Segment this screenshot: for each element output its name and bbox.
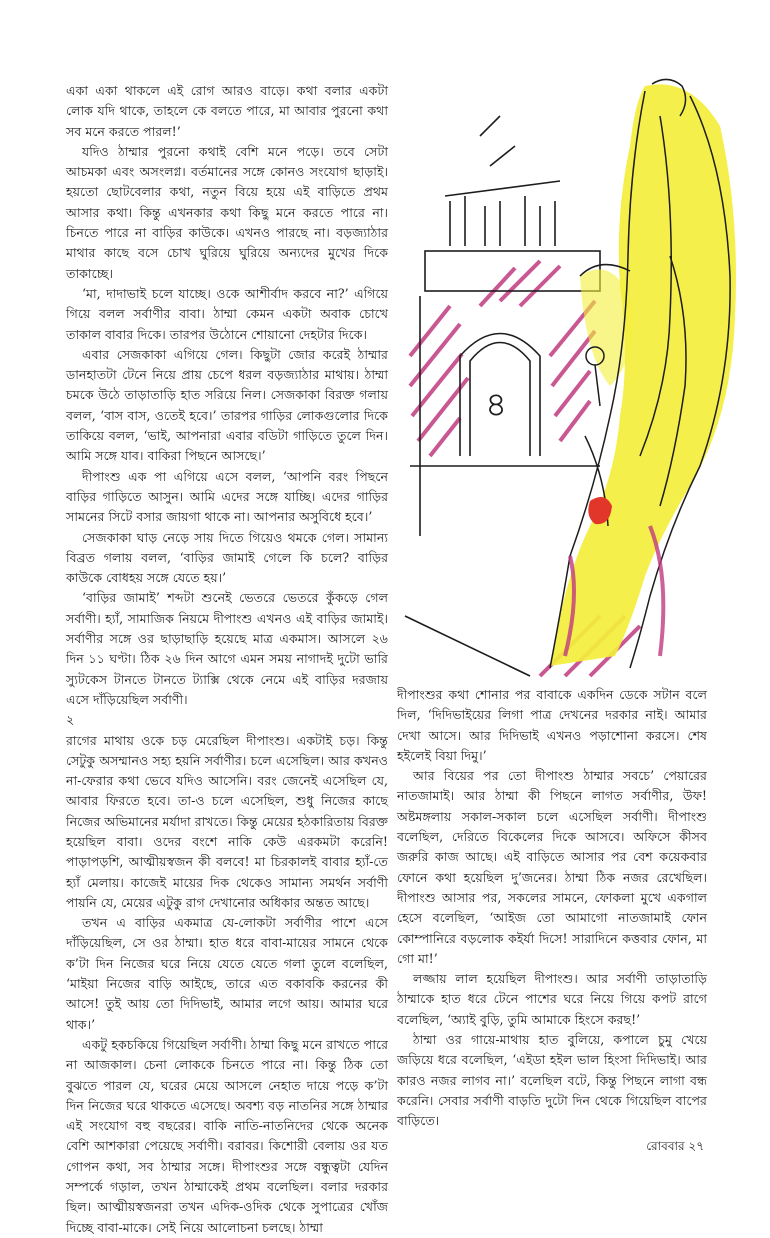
right-text-column [397, 685, 707, 1132]
saree-fill [550, 84, 736, 666]
paragraph: ‘মা, দাদাভাই চলে যাচ্ছে। ওকে আশীর্বাদ করবে না?’ এগিয়ে গিয়ে বলল সর্বাণীর বাবা। ঠাম্মা কেমন একটা অবাক চোখে তাকাল বাবার দিকে। তারপর উঠোনে শোয়ানো দেহটার দিকে। [66, 285, 388, 342]
paragraph: এবার সেজকাকা এগিয়ে গেল। কিছুটা জোর করেই ঠাম্মার ডানহাতটা টেনে নিয়ে প্রায় চেপে ধরল বড়জ্যাঠার মাথায়। ঠাম্মা চমকে উঠে তাড়াতাড়ি হাত সরিয়ে নিল। সেজকাকা বিরক্ত গলায় বলল, ‘বাস বাস, ওতেই হবে।’ তারপর গাড়ির লোকগুলোর দিকে তাকিয়ে বলল, ‘ভাই, আপনারা এবার বডিটা গাড়িতে তুলে দিন। আমি সঙ্গে যাব। বাকিরা পিছনে আসছে।’ [66, 346, 388, 464]
paragraph: দীপাংশুর কথা শোনার পর বাবাকে একদিন ডেকে সটান বলে দিল, ‘দিদিভাইয়ের লিগা পাত্র দেখনের দরকার নাই। আমার দেখা আসে। আর দিদিভাই এখনও পড়াশোনা করসে। শেষ হইলেই বিয়া দিমু।’ [397, 687, 707, 763]
paragraph: যদিও ঠাম্মার পুরনো কথাই বেশি মনে পড়ে। তবে সেটা আচমকা এবং অসংলগ্ন। বর্তমানের সঙ্গে কোনও সংযোগ ছাড়াই। হয়তো ছোটবেলার কথা, নতুন বিয়ে হয়ে এই বাড়িতে প্রথম আসার কথা। কিন্তু এখনকার কথা কিছু মনে করতে পারে না। চিনতে পারে না বাড়ির কাউকে। এখনও পারছে না। বড়জ্যাঠার মাথার কাছে বসে চোখ ঘুরিয়ে ঘুরিয়ে অন্যদের মুখের দিকে তাকাচ্ছে। [66, 143, 388, 281]
paragraph: ঠাম্মা ওর গায়ে-মাথায় হাত বুলিয়ে, কপালে চুমু খেয়ে জড়িয়ে ধরে বলেছিল, ‘এইডা হইল ভাল হিংসা দিদিভাই। আর কারও নজর লাগব না।’ বলেছিল বটে, কিন্তু পিছনে লাগা বন্ধ করেনি। সেবার সর্বাণী বাড়তি দুটো দিন থেকে গিয়েছিল বাপের বাড়িতে। [397, 1032, 707, 1129]
section-number: ২ [66, 712, 75, 728]
paragraph: লজ্জায় লাল হয়েছিল দীপাংশু। আর সর্বাণী তাড়াতাড়ি ঠাম্মাকে হাত ধরে টেনে পাশের ঘরে নিয়ে গিয়ে কপট রাগে বলেছিল, ‘অ্যাই বুড়ি, তুমি আমাকে হিংসে করছ!’ [397, 971, 707, 1027]
left-text-column [66, 81, 388, 1238]
saree-woman-illustration [390, 56, 770, 686]
wall-numeral: ৪ [485, 385, 508, 425]
paragraph: দীপাংশু এক পা এগিয়ে এসে বলল, ‘আপনি বরং পিছনে বাড়ির গাড়িতে আসুন। আমি এদের সঙ্গে যাচ্ছি। এদের গাড়ির সামনের সিটে বসার জায়গা থাকে না। আপনার অসুবিধে হবে।’ [66, 468, 388, 525]
paragraph: একটু হকচকিয়ে গিয়েছিল সর্বাণী। ঠাম্মা কিছু মনে রাখতে পারে না আজকাল। চেনা লোককে চিনতে পারে না। কিন্তু ঠিক তো বুঝতে পারল যে, ঘরের মেয়ে আসলে নেহাত দায়ে পড়ে ক’টা দিন নিজের ঘরে থাকতে এসেছে। অবশ্য বড় নাতনির সঙ্গে ঠাম্মার এই সংযোগ বহু বছরের। বাকি নাতি-নাতনিদের থেকে অনেক বেশি আশকারা পেয়েছে সর্বাণী। বরাবর। কিশোরী বেলায় ওর যত গোপন কথা, সব ঠাম্মার সঙ্গে। দীপাংশুর সঙ্গে বন্ধুত্বটা যেদিন সম্পর্কে গড়াল, তখন ঠাম্মাকেই প্রথম বলেছিল। বলার দরকার ছিল। আত্মীয়স্বজনরা তখন এদিক-ওদিক থেকে সুপাত্রের খোঁজ দিচ্ছে বাবা-মাকে। সেই নিয়ে আলোচনা চলছে। ঠাম্মা [66, 1036, 388, 1235]
paragraph: রাগের মাথায় ওকে চড় মেরেছিল দীপাংশু। একটাই চড়। কিন্তু সেটুকু অসম্মানও সহ্য হয়নি সর্বাণীর। চলে এসেছিল। আর কখনও না-ফেরার কথা ভেবে যদিও আসেনি। বরং জেনেই এসেছিল যে, আবার ফিরতে হবে। তা-ও চলে এসেছিল, শুধু নিজের কাছে নিজের অভিমানের মর্যাদা রাখতে। কিন্তু মেয়ের হঠকারিতায় বিরক্ত হয়েছিল বাবা। ওদের বংশে নাকি কেউ এরকমটা করেনি! পাড়াপড়শি, আত্মীয়স্বজন কী বলবে! মা চিরকালই বাবার হ্যাঁ-তে হ্যাঁ মেলায়। কাজেই মায়ের দিক থেকেও সামান্য সমর্থন সর্বাণী পায়নি যে, মেয়ের এটুকু রাগ দেখানোর অধিকার অন্তত আছে। [66, 732, 388, 910]
paragraph: একা একা থাকলে এই রোগ আরও বাড়ে। কথা বলার একটা লোক যদি থাকে, তাহলে কে বলতে পারে, মা আবার পুরনো কথা সব মনে করতে পারল!’ [66, 83, 388, 139]
paragraph: তখন এ বাড়ির একমাত্র যে-লোকটা সর্বাণীর পাশে এসে দাঁড়িয়েছিল, সে ওর ঠাম্মা। হাত ধরে বাবা-মায়ের সামনে থেকে ক’টা দিন নিজের ঘরে নিয়ে যেতে যেতে গলা তুলে বলেছিল, ‘মাইয়া নিজের বাড়ি আইছে, তারে এত বকাবকি করনের কী আসে! তুই আয় তো দিদিভাই, আমার লগে আয়। আমার ঘরে থাক।’ [66, 915, 388, 1032]
paragraph: সেজকাকা ঘাড় নেড়ে সায় দিতে গিয়েও থমকে গেল। সামান্য বিব্রত গলায় বলল, ‘বাড়ির জামাই গেলে কি চলে? বাড়ির কাউকে বোধহয় সঙ্গে যেতে হয়।’ [66, 529, 388, 586]
paragraph: ‘বাড়ির জামাই’ শব্দটা শুনেই ভেতরে ভেতরে কুঁকড়ে গেল সর্বাণী। হ্যাঁ, সামাজিক নিয়মে দীপাংশু এখনও এই বাড়ির জামাই। সর্বাণীর সঙ্গে ওর ছাড়াছাড়ি হয়েছে মাত্র একমাস। আসলে ২৬ দিন ১১ ঘণ্টা। ঠিক ২৬ দিন আগে এমন সময় নাগাদই দুটো ভারি স্যুটকেস টানতে টানতে ট্যাক্সি থেকে নেমে এই বাড়ির দরজায় এসে দাঁড়িয়েছিল সর্বাণী। [66, 590, 388, 707]
page-folio: রোববার ২৭ [646, 1139, 704, 1153]
paragraph: আর বিয়ের পর তো দীপাংশু ঠাম্মার সবচে’ পেয়ারের নাতজামাই। আর ঠাম্মা কী পিছনে লাগত সর্বাণীর, উফ! অষ্টমঙ্গলায় সকাল-সকাল চলে এসেছিল সর্বাণী। দীপাংশু বলেছিল, দেরিতে বিকেলের দিকে আসবে। অফিসে কীসব জরুরি কাজ আছে। এই বাড়িতে আসার পর বেশ কয়েকবার ফোনে কথা হয়েছিল দু’জনের। ঠাম্মা ঠিক নজর রেখেছিল। দীপাংশু আসার পর, সকলের সামনে, ফোকলা মুখে একগাল হেসে বলেছিল, ‘আইজ তো আমাগো নাতজামাই ফোন কোম্পানিরে বড়লোক কইর্যা দিসে! সারাদিনে কত্তবার ফোন, মা গো মা!’ [397, 768, 707, 966]
